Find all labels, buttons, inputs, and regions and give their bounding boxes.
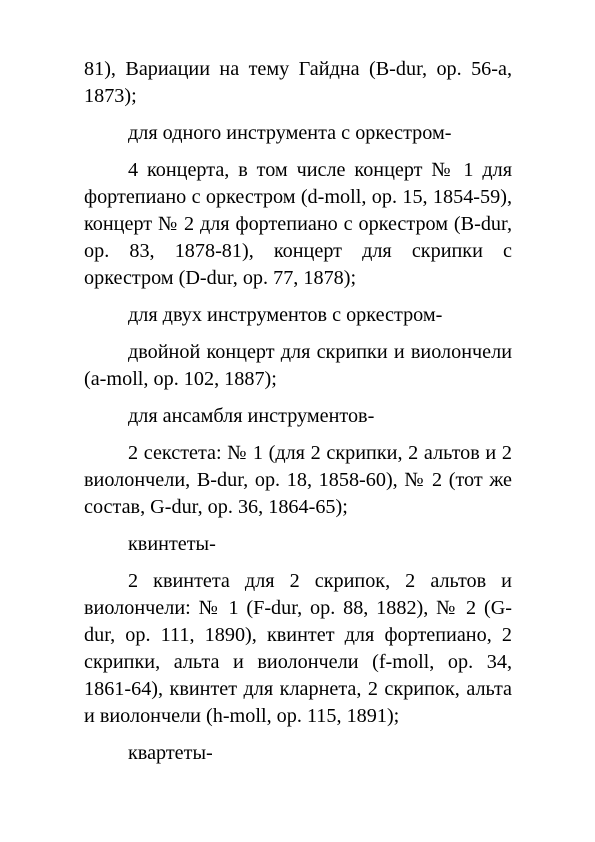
heading-two-instruments-orchestra: для двух инструментов с оркестром-	[128, 304, 443, 326]
heading-quartets: квартеты-	[128, 742, 213, 764]
paragraph-variations-continued: 81), Вариации на тему Гайдна (B-dur, ор. 56-а, 1873);	[84, 58, 512, 107]
paragraph-quintets: 2 квинтета для 2 скрипок, 2 альтов и виолончели: № 1 (F-dur, ор. 88, 1882), № 2 (G-dur, ор. 111, 1890), квинтет для фортепиано, 2 скрипки, альта и виолончели (f-moll, ор. 34, 1861-64), квинтет для кларнета, 2 скрипок, альта и виолончели (h-moll, ор. 115, 1891);	[84, 570, 512, 727]
paragraph-concertos: 4 концерта, в том числе концерт № 1 для фортепиано с оркестром (d-moll, ор. 15, 1854-59), концерт № 2 для фортепиано с оркестром (B-dur, ор. 83, 1878-81), концерт для скрипки с оркестром (D-dur, ор. 77, 1878);	[84, 159, 512, 289]
paragraph-double-concerto: двойной концерт для скрипки и виолончели (a-moll, ор. 102, 1887);	[84, 341, 512, 390]
heading-one-instrument-orchestra: для одного инструмента с оркестром-	[128, 122, 452, 144]
heading-instrument-ensemble: для ансамбля инструментов-	[128, 405, 375, 427]
paragraph-sextets: 2 секстета: № 1 (для 2 скрипки, 2 альтов и 2 виолончели, B-dur, ор. 18, 1858-60), № 2 (тот же состав, G-dur, ор. 36, 1864-65);	[84, 442, 512, 518]
document-page	[84, 56, 512, 777]
heading-quintets: квинтеты-	[128, 533, 216, 555]
